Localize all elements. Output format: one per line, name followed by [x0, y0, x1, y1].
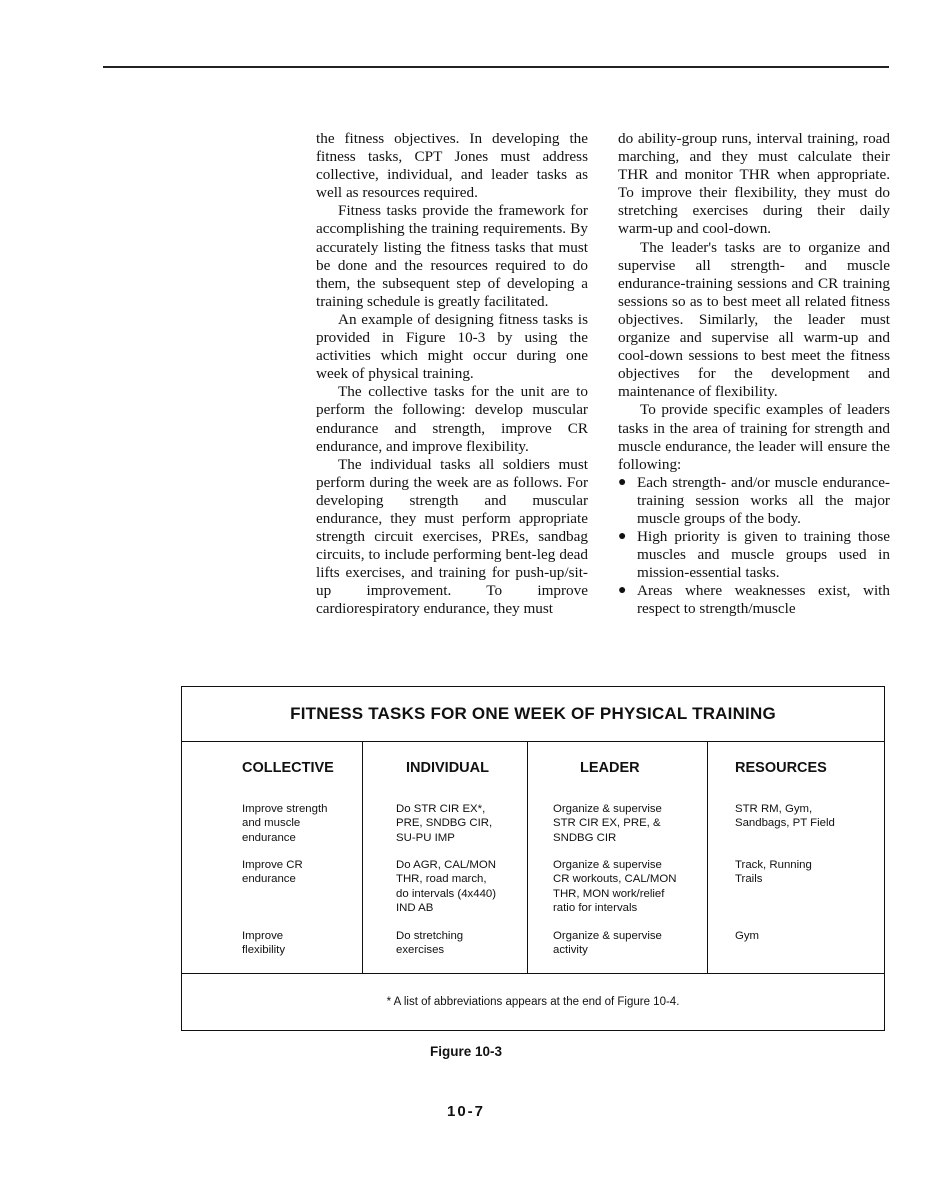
table-cell: Do AGR, CAL/MON THR, road march, do intervals (4x440) IND AB — [396, 859, 497, 914]
table-cell: STR RM, Gym, Sandbags, PT Field — [735, 803, 835, 830]
bullet-icon: ● — [618, 583, 627, 599]
header-rule — [103, 66, 889, 68]
table-cell: Improve CR endurance — [242, 859, 303, 886]
bullet-icon: ● — [618, 529, 627, 545]
list-item — [618, 474, 890, 528]
paragraph: The individual tasks all soldiers must perform during the week are as follows. For developing strength and muscular endurance, they must perform appropriate strength circuit exercises, PREs, sandbag circuits, to include performing bent-leg dead lifts exercises, and training for push-up/sit-up improvement. To improve cardiorespiratory endurance, they must — [316, 455, 588, 618]
fitness-tasks-figure — [181, 686, 885, 1031]
resources-column — [707, 742, 885, 973]
table-cell: Organize & supervise STR CIR EX, PRE, & SNDBG CIR — [553, 803, 662, 844]
bullet-icon: ● — [618, 474, 627, 490]
individual-column — [362, 742, 528, 973]
table-cell: Gym — [735, 930, 760, 942]
figure-caption: Figure 10-3 — [429, 1044, 503, 1059]
right-text-column — [618, 130, 890, 619]
paragraph: Fitness tasks provide the framework for accomplishing the training requirements. By accurately listing the fitness tasks that must be done and the resources required to do them, the subsequent step of developing a training schedule is greatly facilitated. — [316, 202, 588, 310]
list-item-text: Areas where weaknesses exist, with respect to strength/muscle — [637, 582, 890, 618]
paragraph: The collective tasks for the unit are to perform the following: develop muscular endurance and strength, improve CR endurance, and improve flexibility. — [316, 383, 588, 455]
column-header-individual: INDIVIDUAL — [406, 760, 489, 776]
paragraph: An example of designing fitness tasks is provided in Figure 10-3 by using the activities which might occur during one week of physical training. — [316, 310, 588, 383]
paragraph: The leader's tasks are to organize and supervise all strength- and muscle endurance-training sessions and CR training sessions so as to best meet all related fitness objectives. Similarly, the leader must organize and supervise all warm-up and cool-down sessions to best meet the fitness objectives for the development and maintenance of flexibility. — [618, 238, 890, 401]
bullet-list — [618, 474, 890, 619]
table-cell: Do stretching exercises — [396, 930, 464, 957]
paragraph: To provide specific examples of leaders tasks in the area of training for strength and muscle endurance, the leader will ensure the following: — [618, 401, 890, 473]
leader-column — [527, 742, 708, 973]
list-item-text: Each strength- and/or muscle endurance-training session works all the major muscle groups of the body. — [637, 473, 890, 527]
figure-footnote: * A list of abbreviations appears at the end of Figure 10-4. — [386, 996, 680, 1008]
column-header-leader: LEADER — [580, 760, 640, 776]
paragraph: the fitness objectives. In developing the fitness tasks, CPT Jones must address collective, individual, and leader tasks as well as resources required. — [316, 130, 588, 202]
paragraph: do ability-group runs, interval training, road marching, and they must calculate their THR and monitor THR when appropriate. To improve their flexibility, they must do stretching exercises during their daily warm-up and cool-down. — [618, 130, 890, 238]
collective-column — [182, 742, 362, 973]
table-cell: Organize & supervise activity — [553, 930, 662, 957]
page-number: 10-7 — [446, 1103, 486, 1120]
list-item — [618, 528, 890, 582]
figure-title: FITNESS TASKS FOR ONE WEEK OF PHYSICAL TRAINING — [182, 687, 884, 742]
column-header-collective: COLLECTIVE — [242, 760, 334, 776]
list-item-text: High priority is given to training those muscles and muscle groups used in mission-essential tasks. — [637, 528, 890, 582]
list-item — [618, 582, 890, 618]
table-cell: Organize & supervise CR workouts, CAL/MON THR, MON work/relief ratio for intervals — [553, 859, 677, 914]
left-text-column — [316, 130, 588, 619]
column-header-resources: RESOURCES — [735, 760, 827, 776]
table-cell: Improve flexibility — [242, 930, 286, 957]
table-cell: Do STR CIR EX*, PRE, SNDBG CIR, SU-PU IMP — [396, 803, 493, 844]
table-cell: Track, Running Trails — [735, 859, 812, 886]
table-cell: Improve strength and muscle endurance — [242, 803, 328, 844]
fitness-tasks-table — [182, 742, 884, 974]
